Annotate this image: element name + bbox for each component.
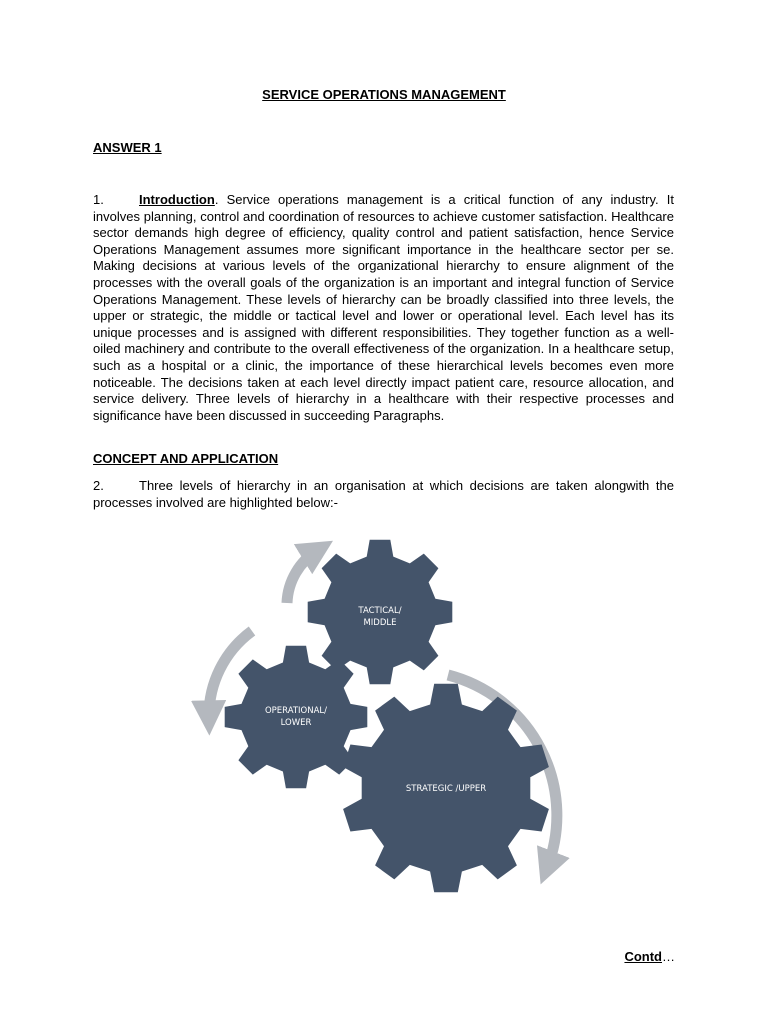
introduction-label: Introduction	[139, 192, 215, 207]
concept-text: Three levels of hierarchy in an organisation at which decisions are taken alongwith the processes involved are highlighted below:-	[93, 478, 674, 510]
answer-heading: ANSWER 1	[93, 140, 162, 155]
para-number: 2.	[93, 478, 104, 493]
contd-ellipsis: …	[662, 949, 675, 964]
introduction-paragraph	[93, 192, 674, 424]
gear-operational-label-line1: OPERATIONAL/	[264, 706, 328, 716]
gear-tactical-label-line2: MIDDLE	[363, 618, 397, 628]
concept-paragraph	[93, 478, 674, 511]
gear-tactical	[308, 540, 453, 685]
continued-marker	[624, 949, 675, 964]
document-title: SERVICE OPERATIONS MANAGEMENT	[262, 87, 506, 102]
cycle-arrow-top	[287, 550, 318, 603]
hierarchy-gears-diagram	[190, 535, 600, 900]
concept-heading: CONCEPT AND APPLICATION	[93, 451, 279, 466]
gear-tactical-label-line1: TACTICAL/	[358, 606, 402, 616]
contd-label: Contd	[624, 949, 662, 964]
para-number: 1.	[93, 192, 104, 207]
gear-operational-label-line2: LOWER	[280, 718, 312, 728]
introduction-text: . Service operations management is a critical function of any industry. It involves planning, control and coordination of resources to achieve customer satisfaction. Healthcare sector demands high degree of efficiency, quality control and patient satisfaction, hence Service Operations Management assumes more significant importance in the healthcare sector per se. Making decisions at various levels of the organizational hierarchy to ensure alignment of the processes with the overall goals of the organization is an important and integral function of Service Operations Management. These levels of hierarchy can be broadly classified into three levels, the upper or strategic, the middle or tactical level and lower or operational level. Each level has its unique processes and is assigned with different responsibilities. They together function as a well-oiled machinery and contribute to the overall effectiveness of the organization. In a healthcare setup, such as a hospital or a clinic, the importance of these hierarchical levels becomes even more noticeable. The decisions taken at each level directly impact patient care, resource allocation, and service delivery. Three levels of hierarchy in a healthcare with their respective processes and significance have been discussed in succeeding Paragraphs.	[93, 192, 674, 423]
gear-strategic-label: STRATEGIC /UPPER	[405, 784, 487, 794]
